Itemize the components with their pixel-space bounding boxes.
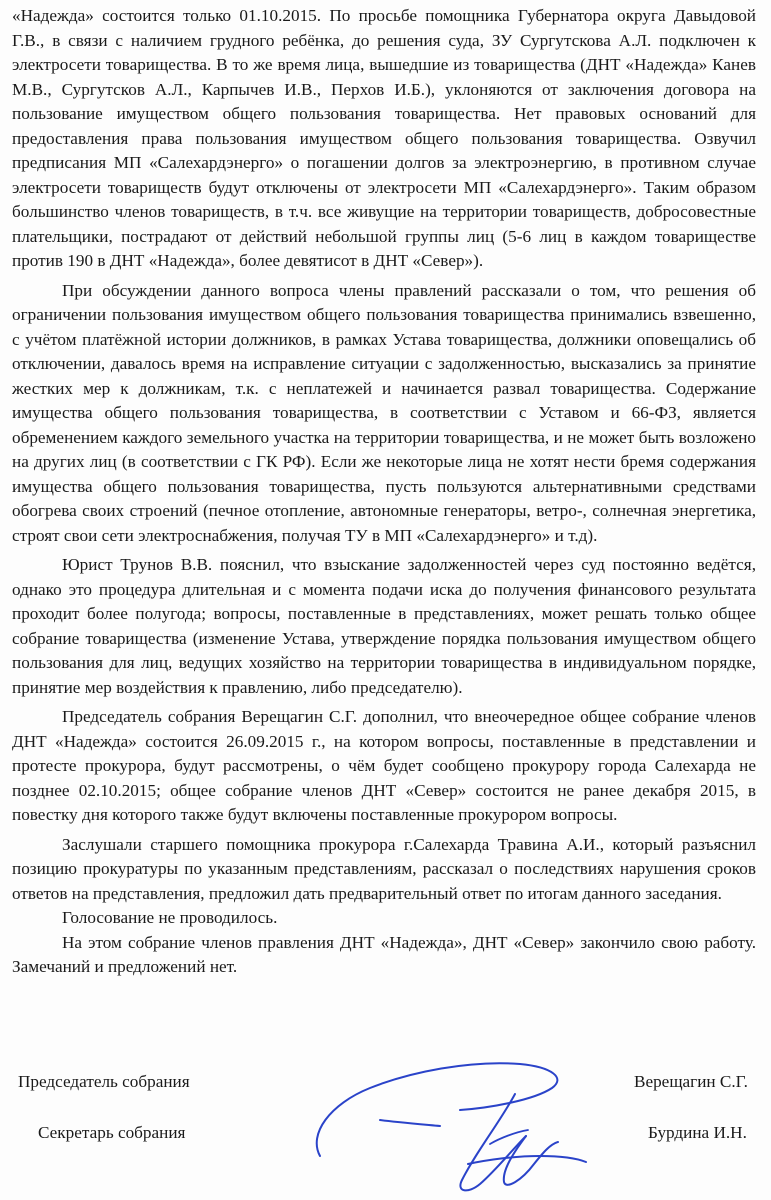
handwritten-signature bbox=[290, 1052, 610, 1200]
secretary-name: Бурдина И.Н. bbox=[648, 1123, 747, 1142]
chair-title: Председатель собрания bbox=[18, 1072, 190, 1091]
chair-name: Верещагин С.Г. bbox=[634, 1072, 748, 1091]
paragraph-5: Заслушали старшего помощника прокурора г.Салехарда Травина А.И., который разъяснил позицию прокуратуры по указанным представлениям, рассказал о последствиях нарушения сроков ответов на представления, предложил дать предварительный ответ по итогам данного заседания. bbox=[12, 834, 756, 903]
paragraph-1: «Надежда» состоится только 01.10.2015. По просьбе помощника Губернатора округа Давыдовой Г.В., в связи с наличием грудного ребёнка, до решения суда, ЗУ Сургутскова А.Л. подключен к электросети товарищества. В то же время лица, вышедшие из товарищества (ДНТ «Надежда» Канев М.В., Сургутсков А.Л., Карпычев И.В., Перхов И.Б.), уклоняются от заключения договора на пользование имуществом общего пользования товарищества. Нет правовых оснований для предоставления права пользования имуществом общего пользования товарищества. Озвучил предписания МП «Салехардэнерго» о погашении долгов за электроэнергию, в противном случае электросети товариществ будут отключены от электросети МП «Салехардэнерго». Таким образом большинство членов товариществ, в т.ч. все живущие на территории товариществ, добросовестные плательщики, пострадают от действий небольшой группы лиц (5-6 лиц в каждом товариществе против 190 в ДНТ «Надежда», более девятисот в ДНТ «Север»). bbox=[12, 6, 756, 270]
document-body bbox=[12, 4, 756, 980]
signature-strokes bbox=[317, 1063, 586, 1190]
paragraph-6: Голосование не проводилось. bbox=[62, 908, 278, 927]
paragraph-2: При обсуждении данного вопроса члены правлений рассказали о том, что решения об ограничении пользования имуществом общего пользования товарищества принимались взвешенно, с учётом платёжной истории должников, в рамках Устава товарищества, должники оповещались об отключении, давалось время на исправление ситуации с задолженностью, высказались за принятие жестких мер к должникам, т.к. с неплатежей и начинается развал товарищества. Содержание имущества общего пользования товарищества, в соответствии с Уставом и 66-ФЗ, является обременением каждого земельного участка на территории товарищества, и не может быть возложено на других лиц (в соответствии с ГК РФ). Если же некоторые лица не хотят нести бремя содержания имущества общего пользования товарищества, пусть пользуются альтернативными средствами обогрева своих строений (печное отопление, автономные генераторы, ветро-, солнечная энергетика, строят свои сети электроснабжения, получая ТУ в МП «Салехардэнерго» и т.д). bbox=[12, 280, 756, 545]
paragraph-4: Председатель собрания Верещагин С.Г. дополнил, что внеочередное общее собрание членов ДНТ «Надежда» состоится 26.09.2015 г., на котором вопросы, поставленные в представлении и протесте прокурора, будут рассмотрены, о чём будет сообщено прокурору города Салехарда не позднее 02.10.2015; общее собрание членов ДНТ «Север» состоится не ранее декабря 2015, в повестку дня которого также будут включены поставленные прокурором вопросы. bbox=[12, 707, 756, 824]
paragraph-7: На этом собрание членов правления ДНТ «Надежда», ДНТ «Север» закончило свою работу. Замечаний и предложений нет. bbox=[12, 932, 756, 976]
secretary-title: Секретарь собрания bbox=[38, 1123, 186, 1142]
paragraph-3: Юрист Трунов В.В. пояснил, что взыскание задолженностей через суд постоянно ведётся, однако это процедура длительная и с момента подачи иска до получения финансового результата проходит более полугода; вопросы, поставленные в представлениях, может решать только общее собрание товарищества (изменение Устава, утверждение порядка пользования имуществом общего пользования для лиц, ведущих хозяйство на территории товарищества в индивидуальном порядке, принятие мер воздействия к правлению, либо председателю). bbox=[12, 555, 756, 697]
